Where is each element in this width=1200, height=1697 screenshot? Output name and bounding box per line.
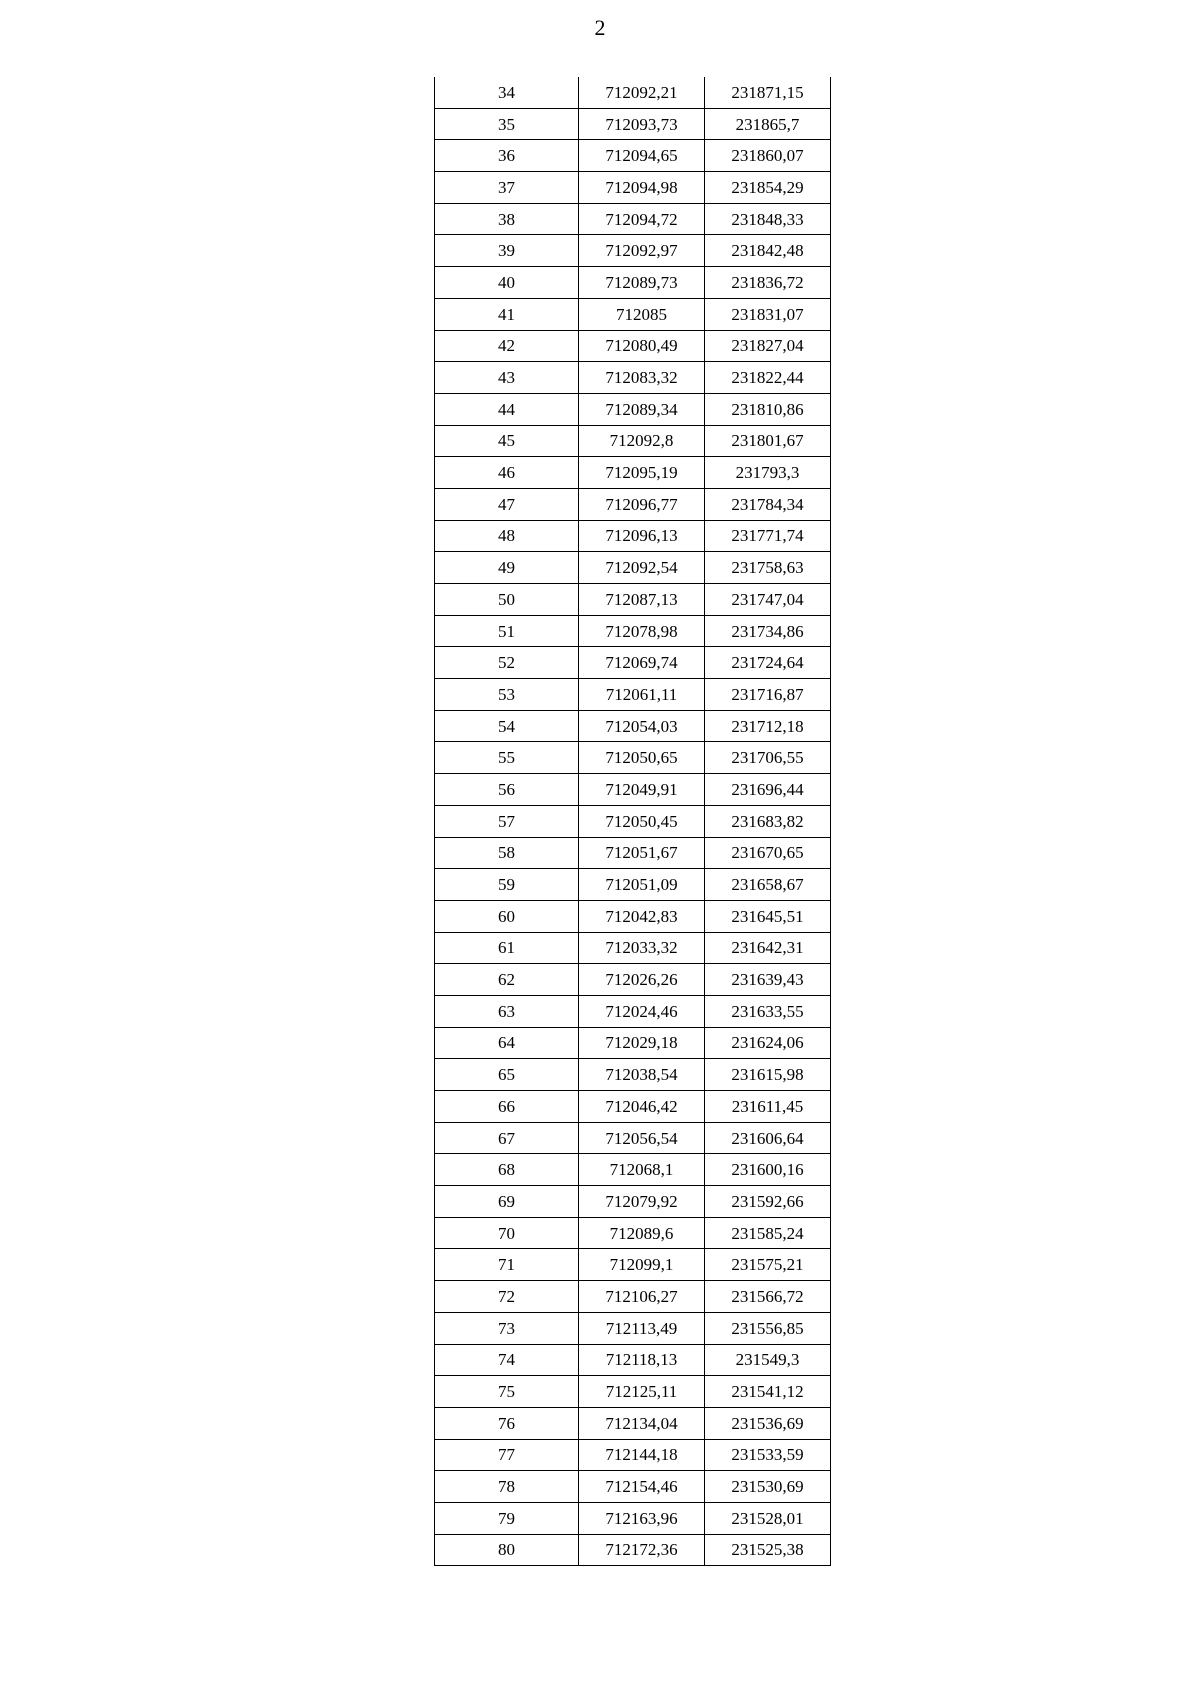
point-number-cell: 63 bbox=[435, 995, 579, 1027]
x-coordinate-cell: 712093,73 bbox=[579, 108, 705, 140]
point-number-cell: 79 bbox=[435, 1502, 579, 1534]
point-number-cell: 58 bbox=[435, 837, 579, 869]
table-row bbox=[435, 1154, 831, 1186]
x-coordinate-cell: 712172,36 bbox=[579, 1534, 705, 1566]
table-row bbox=[435, 742, 831, 774]
y-coordinate-cell: 231533,59 bbox=[705, 1439, 831, 1471]
x-coordinate-cell: 712095,19 bbox=[579, 457, 705, 489]
y-coordinate-cell: 231836,72 bbox=[705, 267, 831, 299]
y-coordinate-cell: 231670,65 bbox=[705, 837, 831, 869]
table-row bbox=[435, 235, 831, 267]
y-coordinate-cell: 231658,67 bbox=[705, 869, 831, 901]
point-number-cell: 54 bbox=[435, 710, 579, 742]
point-number-cell: 36 bbox=[435, 140, 579, 172]
point-number-cell: 62 bbox=[435, 964, 579, 996]
table-row bbox=[435, 1186, 831, 1218]
table-row bbox=[435, 774, 831, 806]
point-number-cell: 72 bbox=[435, 1281, 579, 1313]
x-coordinate-cell: 712046,42 bbox=[579, 1091, 705, 1123]
point-number-cell: 65 bbox=[435, 1059, 579, 1091]
table-row bbox=[435, 647, 831, 679]
point-number-cell: 42 bbox=[435, 330, 579, 362]
y-coordinate-cell: 231860,07 bbox=[705, 140, 831, 172]
table-row bbox=[435, 869, 831, 901]
x-coordinate-cell: 712092,97 bbox=[579, 235, 705, 267]
point-number-cell: 34 bbox=[435, 77, 579, 108]
table-row bbox=[435, 1344, 831, 1376]
y-coordinate-cell: 231556,85 bbox=[705, 1312, 831, 1344]
table-row bbox=[435, 552, 831, 584]
y-coordinate-cell: 231615,98 bbox=[705, 1059, 831, 1091]
point-number-cell: 74 bbox=[435, 1344, 579, 1376]
x-coordinate-cell: 712029,18 bbox=[579, 1027, 705, 1059]
x-coordinate-cell: 712096,13 bbox=[579, 520, 705, 552]
x-coordinate-cell: 712079,92 bbox=[579, 1186, 705, 1218]
point-number-cell: 53 bbox=[435, 679, 579, 711]
table-row bbox=[435, 1091, 831, 1123]
y-coordinate-cell: 231549,3 bbox=[705, 1344, 831, 1376]
x-coordinate-cell: 712089,6 bbox=[579, 1217, 705, 1249]
y-coordinate-cell: 231827,04 bbox=[705, 330, 831, 362]
x-coordinate-cell: 712061,11 bbox=[579, 679, 705, 711]
point-number-cell: 40 bbox=[435, 267, 579, 299]
point-number-cell: 38 bbox=[435, 203, 579, 235]
table-row bbox=[435, 964, 831, 996]
x-coordinate-cell: 712049,91 bbox=[579, 774, 705, 806]
y-coordinate-cell: 231842,48 bbox=[705, 235, 831, 267]
y-coordinate-cell: 231865,7 bbox=[705, 108, 831, 140]
x-coordinate-cell: 712092,21 bbox=[579, 77, 705, 108]
y-coordinate-cell: 231724,64 bbox=[705, 647, 831, 679]
y-coordinate-cell: 231848,33 bbox=[705, 203, 831, 235]
y-coordinate-cell: 231530,69 bbox=[705, 1471, 831, 1503]
x-coordinate-cell: 712094,98 bbox=[579, 172, 705, 204]
table-row bbox=[435, 584, 831, 616]
y-coordinate-cell: 231822,44 bbox=[705, 362, 831, 394]
x-coordinate-cell: 712033,32 bbox=[579, 932, 705, 964]
x-coordinate-cell: 712050,65 bbox=[579, 742, 705, 774]
point-number-cell: 55 bbox=[435, 742, 579, 774]
y-coordinate-cell: 231706,55 bbox=[705, 742, 831, 774]
point-number-cell: 49 bbox=[435, 552, 579, 584]
x-coordinate-cell: 712068,1 bbox=[579, 1154, 705, 1186]
point-number-cell: 73 bbox=[435, 1312, 579, 1344]
y-coordinate-cell: 231831,07 bbox=[705, 298, 831, 330]
y-coordinate-cell: 231810,86 bbox=[705, 393, 831, 425]
x-coordinate-cell: 712163,96 bbox=[579, 1502, 705, 1534]
table-row bbox=[435, 1471, 831, 1503]
table-row bbox=[435, 1249, 831, 1281]
point-number-cell: 80 bbox=[435, 1534, 579, 1566]
y-coordinate-cell: 231606,64 bbox=[705, 1122, 831, 1154]
x-coordinate-cell: 712106,27 bbox=[579, 1281, 705, 1313]
table-row bbox=[435, 520, 831, 552]
point-number-cell: 76 bbox=[435, 1407, 579, 1439]
x-coordinate-cell: 712083,32 bbox=[579, 362, 705, 394]
y-coordinate-cell: 231624,06 bbox=[705, 1027, 831, 1059]
x-coordinate-cell: 712085 bbox=[579, 298, 705, 330]
y-coordinate-cell: 231642,31 bbox=[705, 932, 831, 964]
point-number-cell: 51 bbox=[435, 615, 579, 647]
table-row bbox=[435, 488, 831, 520]
table-row bbox=[435, 995, 831, 1027]
point-number-cell: 59 bbox=[435, 869, 579, 901]
table-row bbox=[435, 679, 831, 711]
point-number-cell: 37 bbox=[435, 172, 579, 204]
y-coordinate-cell: 231536,69 bbox=[705, 1407, 831, 1439]
point-number-cell: 68 bbox=[435, 1154, 579, 1186]
y-coordinate-cell: 231696,44 bbox=[705, 774, 831, 806]
table-row bbox=[435, 1027, 831, 1059]
x-coordinate-cell: 712054,03 bbox=[579, 710, 705, 742]
table-row bbox=[435, 457, 831, 489]
y-coordinate-cell: 231854,29 bbox=[705, 172, 831, 204]
table-row bbox=[435, 1407, 831, 1439]
table-row bbox=[435, 425, 831, 457]
point-number-cell: 48 bbox=[435, 520, 579, 552]
y-coordinate-cell: 231528,01 bbox=[705, 1502, 831, 1534]
y-coordinate-cell: 231575,21 bbox=[705, 1249, 831, 1281]
point-number-cell: 46 bbox=[435, 457, 579, 489]
x-coordinate-cell: 712154,46 bbox=[579, 1471, 705, 1503]
y-coordinate-cell: 231592,66 bbox=[705, 1186, 831, 1218]
x-coordinate-cell: 712089,34 bbox=[579, 393, 705, 425]
table-row bbox=[435, 837, 831, 869]
point-number-cell: 60 bbox=[435, 900, 579, 932]
y-coordinate-cell: 231633,55 bbox=[705, 995, 831, 1027]
x-coordinate-cell: 712094,72 bbox=[579, 203, 705, 235]
x-coordinate-cell: 712080,49 bbox=[579, 330, 705, 362]
y-coordinate-cell: 231611,45 bbox=[705, 1091, 831, 1123]
point-number-cell: 75 bbox=[435, 1376, 579, 1408]
x-coordinate-cell: 712113,49 bbox=[579, 1312, 705, 1344]
x-coordinate-cell: 712038,54 bbox=[579, 1059, 705, 1091]
y-coordinate-cell: 231747,04 bbox=[705, 584, 831, 616]
y-coordinate-cell: 231801,67 bbox=[705, 425, 831, 457]
x-coordinate-cell: 712087,13 bbox=[579, 584, 705, 616]
table-row bbox=[435, 362, 831, 394]
x-coordinate-cell: 712056,54 bbox=[579, 1122, 705, 1154]
table-row bbox=[435, 1439, 831, 1471]
x-coordinate-cell: 712026,26 bbox=[579, 964, 705, 996]
table-row bbox=[435, 1534, 831, 1566]
table-row bbox=[435, 932, 831, 964]
x-coordinate-cell: 712024,46 bbox=[579, 995, 705, 1027]
table-row bbox=[435, 108, 831, 140]
table-row bbox=[435, 805, 831, 837]
table-row bbox=[435, 1502, 831, 1534]
x-coordinate-cell: 712051,67 bbox=[579, 837, 705, 869]
point-number-cell: 61 bbox=[435, 932, 579, 964]
y-coordinate-cell: 231639,43 bbox=[705, 964, 831, 996]
y-coordinate-cell: 231871,15 bbox=[705, 77, 831, 108]
x-coordinate-cell: 712089,73 bbox=[579, 267, 705, 299]
x-coordinate-cell: 712096,77 bbox=[579, 488, 705, 520]
table-row bbox=[435, 77, 831, 108]
point-number-cell: 44 bbox=[435, 393, 579, 425]
point-number-cell: 45 bbox=[435, 425, 579, 457]
x-coordinate-cell: 712134,04 bbox=[579, 1407, 705, 1439]
y-coordinate-cell: 231525,38 bbox=[705, 1534, 831, 1566]
table-row bbox=[435, 330, 831, 362]
point-number-cell: 57 bbox=[435, 805, 579, 837]
y-coordinate-cell: 231758,63 bbox=[705, 552, 831, 584]
point-number-cell: 43 bbox=[435, 362, 579, 394]
table-row bbox=[435, 710, 831, 742]
y-coordinate-cell: 231712,18 bbox=[705, 710, 831, 742]
table-row bbox=[435, 203, 831, 235]
point-number-cell: 35 bbox=[435, 108, 579, 140]
point-number-cell: 41 bbox=[435, 298, 579, 330]
table-row bbox=[435, 1376, 831, 1408]
point-number-cell: 66 bbox=[435, 1091, 579, 1123]
table-row bbox=[435, 393, 831, 425]
point-number-cell: 69 bbox=[435, 1186, 579, 1218]
page-number: 2 bbox=[594, 15, 606, 40]
x-coordinate-cell: 712144,18 bbox=[579, 1439, 705, 1471]
y-coordinate-cell: 231793,3 bbox=[705, 457, 831, 489]
point-number-cell: 78 bbox=[435, 1471, 579, 1503]
y-coordinate-cell: 231600,16 bbox=[705, 1154, 831, 1186]
table-row bbox=[435, 172, 831, 204]
x-coordinate-cell: 712092,8 bbox=[579, 425, 705, 457]
coordinates-table-body bbox=[435, 77, 831, 1566]
y-coordinate-cell: 231585,24 bbox=[705, 1217, 831, 1249]
x-coordinate-cell: 712078,98 bbox=[579, 615, 705, 647]
point-number-cell: 64 bbox=[435, 1027, 579, 1059]
point-number-cell: 71 bbox=[435, 1249, 579, 1281]
x-coordinate-cell: 712050,45 bbox=[579, 805, 705, 837]
table-row bbox=[435, 1122, 831, 1154]
y-coordinate-cell: 231645,51 bbox=[705, 900, 831, 932]
x-coordinate-cell: 712051,09 bbox=[579, 869, 705, 901]
x-coordinate-cell: 712092,54 bbox=[579, 552, 705, 584]
table-row bbox=[435, 140, 831, 172]
table-row bbox=[435, 1281, 831, 1313]
y-coordinate-cell: 231716,87 bbox=[705, 679, 831, 711]
x-coordinate-cell: 712099,1 bbox=[579, 1249, 705, 1281]
table-row bbox=[435, 615, 831, 647]
y-coordinate-cell: 231734,86 bbox=[705, 615, 831, 647]
point-number-cell: 67 bbox=[435, 1122, 579, 1154]
point-number-cell: 77 bbox=[435, 1439, 579, 1471]
table-row bbox=[435, 1312, 831, 1344]
point-number-cell: 70 bbox=[435, 1217, 579, 1249]
table-row bbox=[435, 267, 831, 299]
x-coordinate-cell: 712094,65 bbox=[579, 140, 705, 172]
y-coordinate-cell: 231784,34 bbox=[705, 488, 831, 520]
x-coordinate-cell: 712069,74 bbox=[579, 647, 705, 679]
point-number-cell: 47 bbox=[435, 488, 579, 520]
point-number-cell: 56 bbox=[435, 774, 579, 806]
y-coordinate-cell: 231771,74 bbox=[705, 520, 831, 552]
y-coordinate-cell: 231566,72 bbox=[705, 1281, 831, 1313]
table-row bbox=[435, 900, 831, 932]
coordinates-table bbox=[434, 77, 831, 1566]
point-number-cell: 39 bbox=[435, 235, 579, 267]
y-coordinate-cell: 231541,12 bbox=[705, 1376, 831, 1408]
table-row bbox=[435, 298, 831, 330]
x-coordinate-cell: 712118,13 bbox=[579, 1344, 705, 1376]
table-row bbox=[435, 1059, 831, 1091]
x-coordinate-cell: 712042,83 bbox=[579, 900, 705, 932]
table-row bbox=[435, 1217, 831, 1249]
point-number-cell: 50 bbox=[435, 584, 579, 616]
y-coordinate-cell: 231683,82 bbox=[705, 805, 831, 837]
x-coordinate-cell: 712125,11 bbox=[579, 1376, 705, 1408]
point-number-cell: 52 bbox=[435, 647, 579, 679]
